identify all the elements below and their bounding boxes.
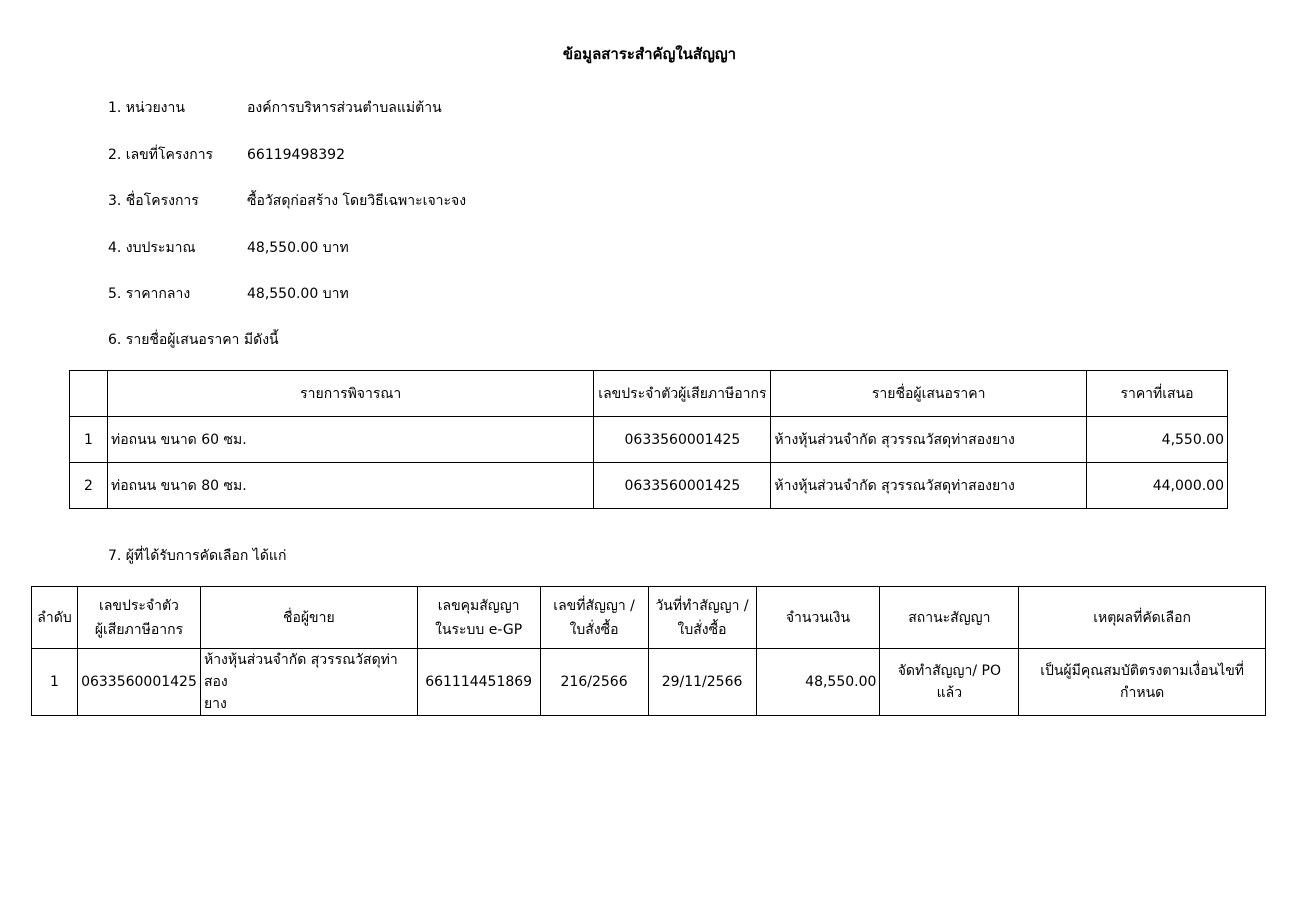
column-header-seller: ชื่อผู้ขาย — [200, 587, 417, 649]
info-label: 4. งบประมาณ — [108, 240, 196, 256]
column-header-date — [648, 587, 756, 649]
info-value: 48,550.00 บาท — [247, 286, 349, 302]
item-name: ท่อถนน ขนาด 80 ซม. — [107, 463, 593, 509]
document-title: ข้อมูลสาระสำคัญในสัญญา — [562, 45, 737, 63]
contract-number: 216/2566 — [540, 649, 648, 716]
tax-id: 0633560001425 — [77, 649, 200, 716]
column-header: ราคาที่เสนอ — [1087, 371, 1228, 417]
header-line: ผู้เสียภาษีอากร — [94, 621, 184, 638]
info-row-budget — [108, 237, 349, 259]
seller-name-line: ห้างหุ้นส่วนจำกัด สุวรรณวัสดุท่าสอง — [203, 652, 398, 690]
info-value: องค์การบริหารส่วนตำบลแม่ต้าน — [247, 100, 442, 116]
info-row-agency — [108, 97, 442, 119]
bidder-name: ห้างหุ้นส่วนจำกัด สุวรรณวัสดุท่าสองยาง — [771, 463, 1087, 509]
header-line: เลขที่สัญญา / — [553, 597, 635, 614]
bid-price: 44,000.00 — [1087, 463, 1228, 509]
column-header: เลขประจำตัวผู้เสียภาษีอากร — [594, 371, 771, 417]
info-label: 5. ราคากลาง — [108, 286, 191, 302]
contract-status: จัดทำสัญญา/ PO แล้ว — [880, 649, 1019, 716]
info-row-median-price — [108, 283, 349, 305]
column-header: รายการพิจารณา — [107, 371, 593, 417]
header-line: วันที่ทำสัญญา / — [655, 597, 749, 614]
table-row — [70, 417, 1228, 463]
info-value: ซื้อวัสดุก่อสร้าง โดยวิธีเฉพาะเจาะจง — [247, 193, 467, 209]
header-line: เลขคุมสัญญา — [437, 597, 520, 614]
column-header-status: สถานะสัญญา — [880, 587, 1019, 649]
info-label: 1. หน่วยงาน — [108, 100, 185, 116]
column-header-tax-id — [77, 587, 200, 649]
header-line: ใบสั่งซื้อ — [569, 621, 619, 638]
column-header-order: ลำดับ — [32, 587, 78, 649]
order-number: 1 — [32, 649, 78, 716]
contract-date: 29/11/2566 — [648, 649, 756, 716]
tax-id: 0633560001425 — [594, 463, 771, 509]
info-label: 2. เลขที่โครงการ — [108, 147, 214, 163]
header-line: ใบสั่งซื้อ — [677, 621, 727, 638]
header-line: ในระบบ e-GP — [435, 621, 523, 638]
seller-name — [200, 649, 417, 716]
tax-id: 0633560001425 — [594, 417, 771, 463]
info-row-project-name — [108, 190, 466, 212]
column-header-contract-no — [540, 587, 648, 649]
info-label: 3. ชื่อโครงการ — [108, 193, 199, 209]
table-row — [70, 463, 1228, 509]
table-row — [32, 649, 1266, 716]
row-number: 2 — [70, 463, 108, 509]
header-line: เลขประจำตัว — [99, 597, 179, 614]
bid-table — [69, 370, 1228, 509]
bid-price: 4,550.00 — [1087, 417, 1228, 463]
column-header-reason: เหตุผลที่คัดเลือก — [1019, 587, 1266, 649]
egp-number: 661114451869 — [417, 649, 540, 716]
contract-amount: 48,550.00 — [756, 649, 880, 716]
item-name: ท่อถนน ขนาด 60 ซม. — [107, 417, 593, 463]
table-header-row — [32, 587, 1266, 649]
selection-reason: เป็นผู้มีคุณสมบัติตรงตามเงื่อนไขที่กำหนด — [1019, 649, 1266, 716]
selected-heading: 7. ผู้ที่ได้รับการคัดเลือก ได้แก่ — [108, 548, 287, 564]
seller-name-line: ยาง — [203, 696, 227, 712]
row-number: 1 — [70, 417, 108, 463]
table-header-row — [70, 371, 1228, 417]
bidders-heading: 6. รายชื่อผู้เสนอราคา มีดังนี้ — [108, 332, 279, 348]
column-header: รายชื่อผู้เสนอราคา — [771, 371, 1087, 417]
column-header — [70, 371, 108, 417]
award-table — [31, 586, 1266, 716]
info-value: 48,550.00 บาท — [247, 240, 349, 256]
bidder-name: ห้างหุ้นส่วนจำกัด สุวรรณวัสดุท่าสองยาง — [771, 417, 1087, 463]
info-row-project-no — [108, 144, 345, 166]
info-value: 66119498392 — [247, 147, 345, 163]
column-header-amount: จำนวนเงิน — [756, 587, 880, 649]
column-header-egp — [417, 587, 540, 649]
